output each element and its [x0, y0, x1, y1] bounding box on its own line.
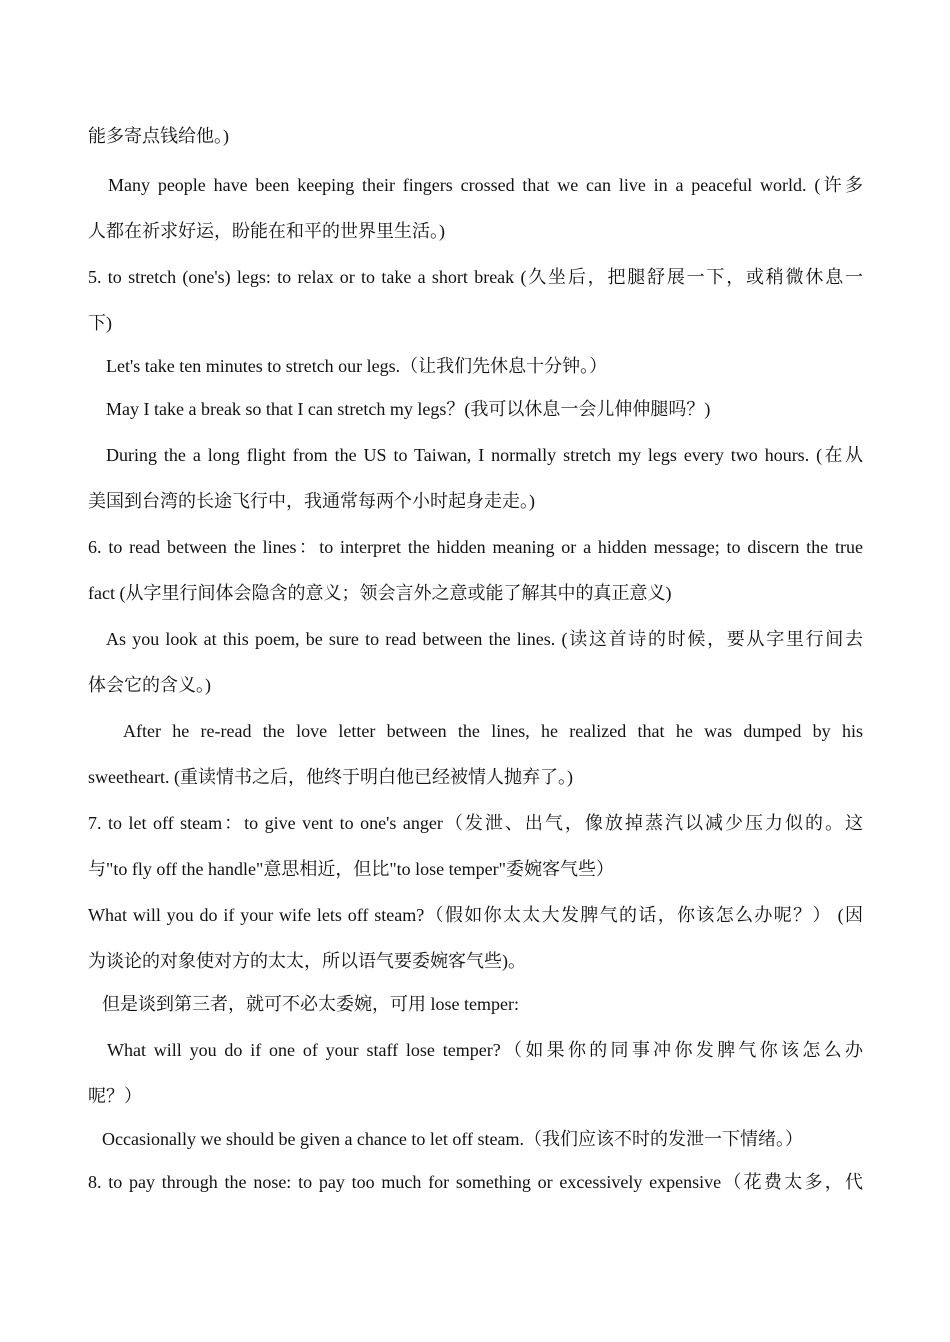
text-line: 体会它的含义。)	[88, 675, 211, 695]
text-line: 下)	[88, 313, 112, 333]
idiom-heading: 8. to pay through the nose: to pay too much for something or excessively expensive（花费太多，代	[88, 1172, 863, 1192]
example-sentence: What will you do if one of your staff lose temper?（如果你的同事冲你发脾气你该怎么办	[107, 1040, 863, 1060]
example-sentence: During the a long flight from the US to Taiwan, I normally stretch my legs every two hours. (在从	[106, 445, 863, 465]
text-line: 与"to fly off the handle"意思相近，但比"to lose temper"委婉客气些）	[88, 859, 614, 879]
example-sentence: After he re-read the love letter between the lines, he realized that he was dumped by his	[123, 721, 863, 741]
text-line: fact (从字里行间体会隐含的意义；领会言外之意或能了解其中的真正意义)	[88, 583, 672, 603]
idiom-heading: 7. to let off steam：to give vent to one's anger（发泄、出气，像放掉蒸汽以减少压力似的。这	[88, 813, 863, 833]
text-line: 美国到台湾的长途飞行中，我通常每两个小时起身走走。)	[88, 491, 535, 511]
example-sentence: What will you do if your wife lets off steam?（假如你太太大发脾气的话，你该怎么办呢？） (因	[88, 905, 863, 925]
example-sentence: Many people have been keeping their fingers crossed that we can live in a peaceful world. (许多	[108, 175, 863, 195]
text-line: 呢？）	[88, 1086, 142, 1106]
text-line: sweetheart. (重读情书之后，他终于明白他已经被情人抛弃了。)	[88, 767, 573, 787]
example-sentence: Occasionally we should be given a chance to let off steam.（我们应该不时的发泄一下情绪。）	[102, 1129, 804, 1149]
example-sentence: As you look at this poem, be sure to read between the lines. (读这首诗的时候，要从字里行间去	[106, 629, 863, 649]
example-sentence: Let's take ten minutes to stretch our legs.（让我们先休息十分钟。）	[106, 356, 608, 376]
idiom-heading: 5. to stretch (one's) legs: to relax or to take a short break (久坐后，把腿舒展一下，或稍微休息一	[88, 267, 863, 287]
document-body	[88, 112, 863, 1204]
text-line: 为谈论的对象使对方的太太，所以语气要委婉客气些)。	[88, 951, 526, 971]
text-line: 但是谈到第三者，就可不必太委婉，可用 lose temper:	[102, 994, 519, 1014]
example-sentence: May I take a break so that I can stretch my legs？(我可以休息一会儿伸伸腿吗？)	[106, 399, 711, 419]
text-line: 人都在祈求好运，盼能在和平的世界里生活。)	[88, 221, 445, 241]
text-line: 能多寄点钱给他。)	[88, 126, 229, 146]
idiom-heading: 6. to read between the lines：to interpret the hidden meaning or a hidden message; to discern the true	[88, 537, 863, 557]
